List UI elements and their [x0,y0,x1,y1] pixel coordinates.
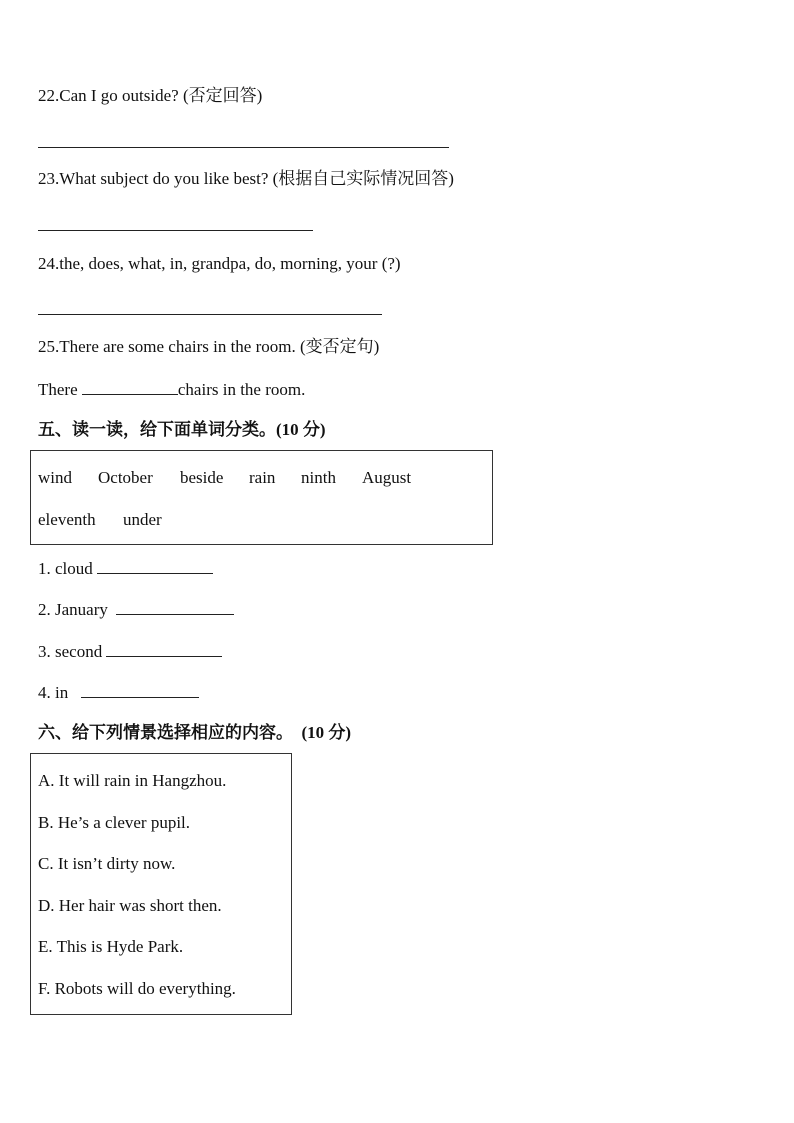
question-23 [38,169,454,189]
classify-item-1 [38,557,213,579]
answer-prefix: There [38,380,82,399]
question-25 [38,337,379,357]
section-5-heading: 五、读一读，给下面单词分类。(10 分) [38,420,326,439]
question-text: Can I go outside? (否定回答) [59,86,263,105]
section-6-title: 六、给下列情景选择相应的内容。 [38,723,293,742]
blank[interactable] [81,681,199,698]
word: rain [249,468,276,487]
option-c: C. It isn’t dirty now. [38,854,176,873]
section-6-score: (10 分) [301,723,352,742]
word: August [362,468,412,487]
classify-item-3 [38,640,222,662]
classify-item-2 [38,598,234,620]
option-d: D. Her hair was short then. [38,896,222,915]
option-b: B. He’s a clever pupil. [38,813,191,832]
classify-item-4 [38,681,199,703]
word: wind [38,468,72,487]
question-number: 22. [38,86,60,105]
item-label: 4. in [38,683,69,702]
blank[interactable] [97,557,213,574]
question-text: There are some chairs in the room. (变否定句) [59,337,380,356]
question-24 [38,254,401,274]
word: October [98,468,153,487]
question-number: 24. [38,254,60,273]
answer-line-24[interactable] [38,314,382,315]
word: under [123,510,162,529]
word: eleventh [38,510,96,529]
option-f: F. Robots will do everything. [38,979,236,998]
question-text: What subject do you like best? (根据自己实际情况回答) [59,169,454,188]
answer-line-23[interactable] [38,230,313,231]
options-box [30,753,292,1015]
section-6-heading [38,723,351,743]
blank-25[interactable] [82,378,178,395]
question-text: the, does, what, in, grandpa, do, morning, your (?) [59,254,401,273]
blank[interactable] [106,640,222,657]
question-number: 25. [38,337,60,356]
answer-25 [38,378,305,400]
item-label: 1. cloud [38,559,93,578]
item-label: 2. January [38,600,108,619]
question-22 [38,86,262,106]
blank[interactable] [116,598,234,615]
word: beside [180,468,224,487]
word: ninth [301,468,336,487]
item-label: 3. second [38,642,103,661]
question-number: 23. [38,169,60,188]
option-a: A. It will rain in Hangzhou. [38,771,227,790]
answer-line-22[interactable] [38,147,449,148]
option-e: E. This is Hyde Park. [38,937,184,956]
answer-suffix: chairs in the room. [177,380,306,399]
word-box [30,450,493,545]
